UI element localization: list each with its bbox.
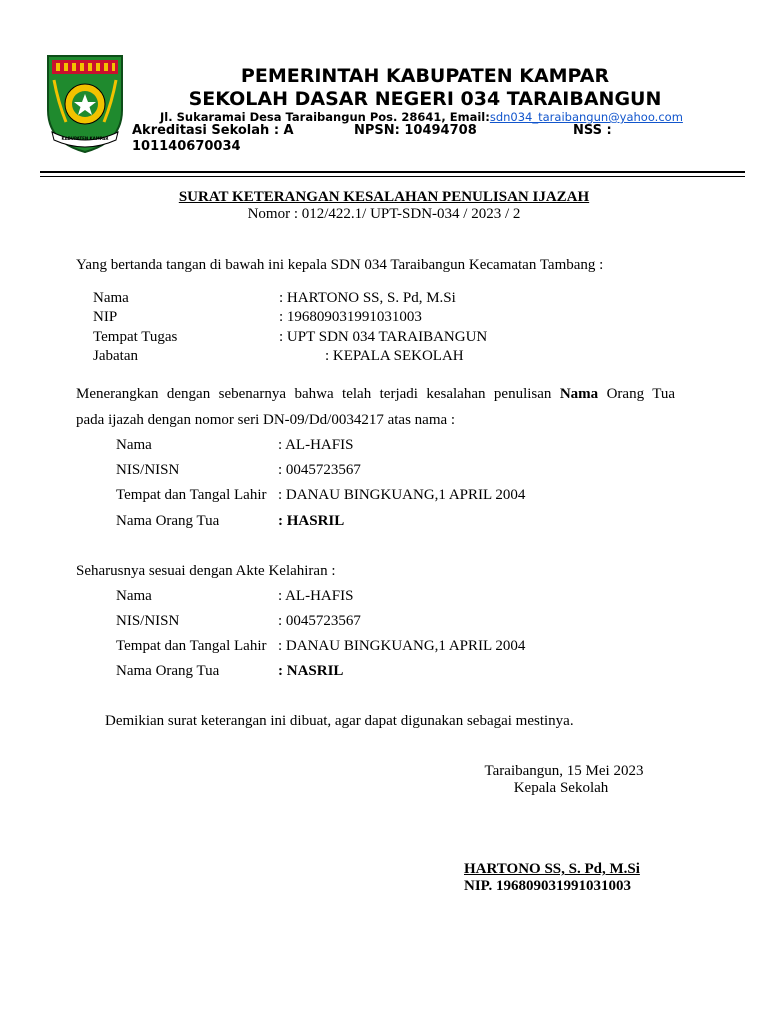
closing-paragraph: Demikian surat keterangan ini dibuat, agar dapat digunakan sebagai mestinya. — [105, 713, 574, 729]
student-value: : DANAU BINGKUANG,1 APRIL 2004 — [278, 638, 526, 654]
student-value-parent: : HASRIL — [278, 513, 345, 529]
correction-paragraph: Seharusnya sesuai dengan Akte Kelahiran : — [76, 563, 336, 579]
signer-nip: NIP. 196809031991031003 — [464, 878, 631, 894]
signer-value: : UPT SDN 034 TARAIBANGUN — [279, 329, 488, 345]
school-address — [160, 110, 760, 124]
student-label: Tempat dan Tangal Lahir — [116, 638, 267, 654]
letterhead-divider — [40, 171, 745, 173]
school-accreditation-line — [132, 123, 612, 138]
signer-label: Nama — [93, 290, 129, 306]
student-value-parent: : NASRIL — [278, 663, 344, 679]
statement-text-end: Orang Tua — [606, 386, 676, 402]
student-label: Nama — [116, 588, 152, 604]
student-value: : DANAU BINGKUANG,1 APRIL 2004 — [278, 487, 526, 503]
student-label: Tempat dan Tangal Lahir — [116, 487, 267, 503]
logo-caption: KABUPATEN KAMPAR — [61, 136, 109, 141]
signer-value: : HARTONO SS, S. Pd, M.Si — [279, 290, 456, 306]
npsn: NPSN: 10494708 — [354, 123, 477, 138]
signer-label: Tempat Tugas — [93, 329, 178, 345]
signer-value: : KEPALA SEKOLAH — [325, 348, 464, 364]
letterhead-divider-thin — [40, 176, 745, 177]
signer-label: NIP — [93, 309, 118, 325]
accreditation: Akreditasi Sekolah : A — [132, 123, 294, 138]
place-date: Taraibangun, 15 Mei 2023 — [484, 763, 644, 779]
student-label: Nama Orang Tua — [116, 513, 220, 529]
student-value: : AL-HAFIS — [278, 437, 354, 453]
nss-label: NSS : — [573, 123, 612, 138]
student-value: : 0045723567 — [278, 613, 361, 629]
nss-number: 101140670034 — [132, 139, 241, 154]
document-number: Nomor : 012/422.1/ UPT-SDN-034 / 2023 / 2 — [247, 206, 521, 222]
intro-paragraph: Yang bertanda tangan di bawah ini kepala SDN 034 Taraibangun Kecamatan Tambang : — [76, 257, 604, 273]
statement-text: Menerangkan dengan sebenarnya bahwa telah terjadi kesalahan penulisan — [76, 386, 552, 402]
government-name: PEMERINTAH KABUPATEN KAMPAR — [240, 65, 610, 87]
email-link[interactable]: sdn034_taraibangun@yahoo.com — [489, 110, 683, 124]
statement-emphasis: Nama — [559, 386, 599, 402]
signer-position: Kepala Sekolah — [513, 780, 609, 796]
student-label: Nama — [116, 437, 152, 453]
document-title: SURAT KETERANGAN KESALAHAN PENULISAN IJAZAH — [178, 189, 590, 205]
signer-label: Jabatan — [93, 348, 138, 364]
statement-paragraph-line1 — [76, 386, 675, 403]
signer-value: : 196809031991031003 — [279, 309, 422, 325]
statement-paragraph-line2: pada ijazah dengan nomor seri DN-09/Dd/0034217 atas nama : — [76, 412, 456, 428]
address-text: Jl. Sukaramai Desa Taraibangun Pos. 28641, Email: — [160, 110, 490, 124]
student-value: : AL-HAFIS — [278, 588, 354, 604]
signer-name: HARTONO SS, S. Pd, M.Si — [464, 861, 640, 877]
student-label: Nama Orang Tua — [116, 663, 220, 679]
kampar-regency-logo — [44, 52, 126, 154]
student-value: : 0045723567 — [278, 462, 361, 478]
school-name: SEKOLAH DASAR NEGERI 034 TARAIBANGUN — [188, 88, 662, 110]
student-label: NIS/NISN — [116, 613, 180, 629]
student-label: NIS/NISN — [116, 462, 180, 478]
